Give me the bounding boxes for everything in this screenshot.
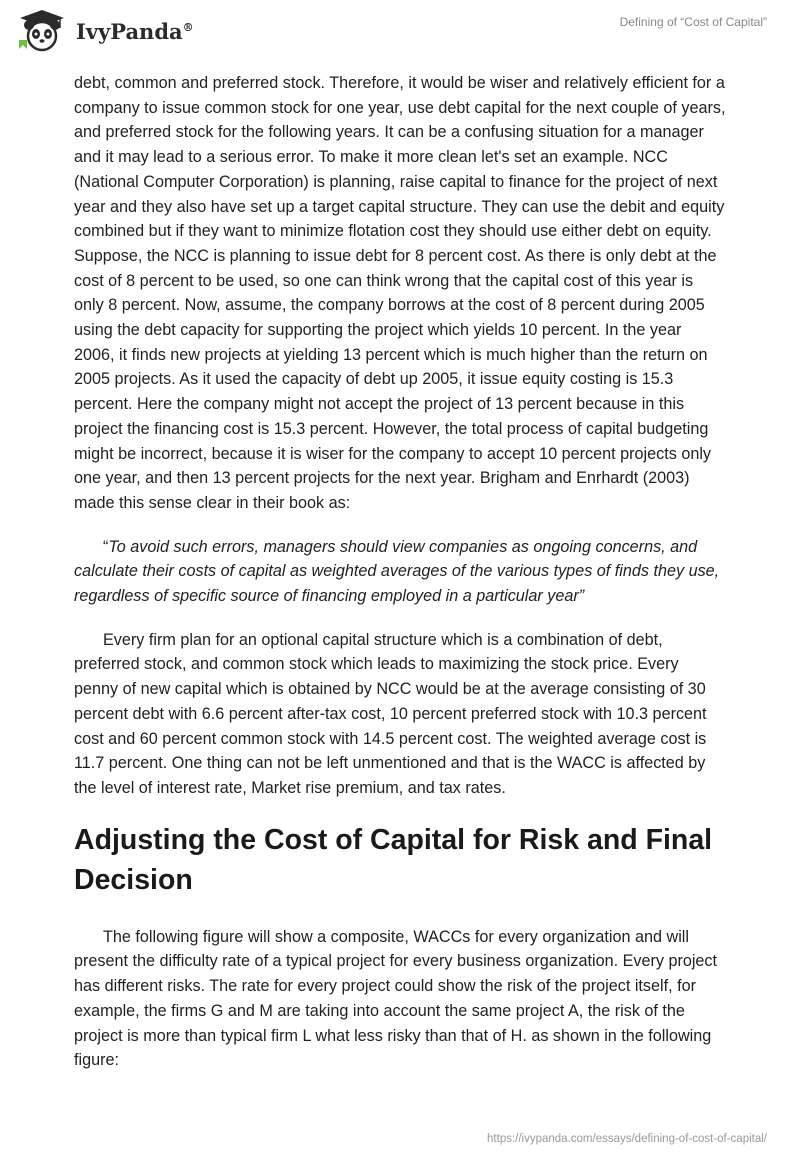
block-quote (74, 535, 726, 609)
paragraph-1: debt, common and preferred stock. Therefore, it would be wiser and relatively efficient for a company to issue common stock for one year, use debt capital for the next couple of years, and preferred stock for the following years. It can be a confusing situation for a manager and it may lead to a serious error. To make it more clean let's set an example. NCC (National Computer Corporation) is planning, raise capital to finance for the project of next year and they also have set up a target capital structure. They can use the debit and equity combined but if they want to minimize flotation cost they should use either debt on equity. Suppose, the NCC is planning to issue debt for 8 percent cost. As there is only debt at the cost of 8 percent to be used, so one can think wrong that the capital cost of this year is only 8 percent. Now, assume, the company borrows at the cost of 8 percent during 2005 using the debt capacity for supporting the project which yields 10 percent. In the year 2006, it finds new projects at yielding 13 percent which is much higher than the return on 2005 projects. As it used the capacity of debt up 2005, it issue equity costing is 15.3 percent. Here the company might not accept the project of 13 percent because in this project the financing cost is 15.3 percent. However, the total process of capital budgeting might be incorrect, because it is wiser for the company to accept 10 percent projects only one year, and then 13 percent projects for the next year. Brigham and Enrhardt (2003) made this sense clear in their book as: (74, 74, 726, 512)
panda-logo-icon[interactable] (16, 8, 68, 52)
brand-name[interactable]: IvyPanda® (76, 19, 194, 44)
page-header (0, 0, 800, 68)
section-heading: Adjusting the Cost of Capital for Risk and Final Decision (74, 823, 713, 896)
paragraph-3: The following figure will show a composite, WACCs for every organization and will present the difficulty rate of a typical project for every business organization. Every project has different risks. The rate for every project could show the risk of the project itself, for example, the firms G and M are taking into account the same project A, the risk of the project is more than typical firm L what less risky than that of H. as shown in the following figure: (74, 927, 718, 1070)
source-url[interactable]: https://ivypanda.com/essays/defining-of-cost-of-capital/ (487, 1133, 767, 1145)
quote-open-mark: “ (103, 537, 109, 556)
paragraph-2: Every firm plan for an optional capital structure which is a combination of debt, preferred stock, and common stock which leads to maximizing the stock price. Every penny of new capital which is obtained by NCC would be at the average consisting of 30 percent debt with 6.6 percent after-tax cost, 10 percent preferred stock with 10.3 percent cost and 60 percent common stock with 14.5 percent cost. The weighted average cost is 11.7 percent. One thing can not be left unmentioned and that is the WACC is affected by the level of interest rate, Market rise premium, and tax rates. (74, 630, 707, 797)
article-body (74, 71, 726, 1092)
document-title: Defining of “Cost of Capital” (619, 15, 767, 29)
quote-text: To avoid such errors, managers should view companies as ongoing concerns, and calculate their costs of capital as weighted averages of the various types of finds they use, regardless of specific source of financing employed in a particular year” (74, 537, 720, 606)
